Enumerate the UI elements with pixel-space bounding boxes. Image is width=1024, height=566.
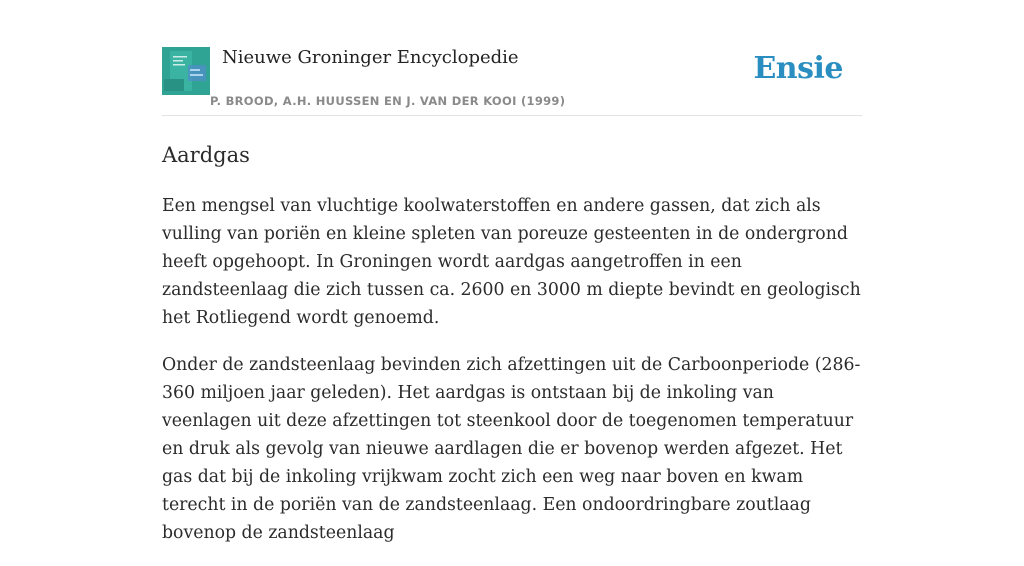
article-body bbox=[162, 192, 862, 566]
book-cover-icon[interactable] bbox=[162, 47, 210, 95]
page bbox=[162, 0, 862, 543]
book-title[interactable]: Nieuwe Groninger Encyclopedie bbox=[222, 47, 519, 68]
article-title: Aardgas bbox=[162, 143, 250, 167]
header bbox=[162, 0, 862, 116]
article-paragraph: Een mengsel van vluchtige koolwaterstoffen en andere gassen, dat zich als vulling van poriën en kleine spleten van poreuze gesteenten in de ondergrond heeft opgehoopt. In Groningen wordt aardgas aangetroffen in een zandsteenlaag die zich tussen ca. 2600 en 3000 m diepte bevindt en geologisch het Rotliegend wordt genoemd. bbox=[162, 196, 861, 328]
article-paragraph: Onder de zandsteenlaag bevinden zich afzettingen uit de Carboonperiode (286-360 miljoen jaar geleden). Het aardgas is ontstaan bij de inkoling van veenlagen uit deze afzettingen tot steenkool door de toegenomen temperatuur en druk als gevolg van nieuwe aardlagen die er bovenop werden afgezet. Het gas dat bij de inkoling vrijkwam zocht zich een weg naar boven en kwam terecht in de poriën van de zandsteenlaag. Een ondoordringbare zoutlaag bovenop de zandsteenlaag bbox=[162, 355, 861, 543]
authors-line: P. BROOD, A.H. HUUSSEN EN J. VAN DER KOOI (1999) bbox=[210, 94, 566, 108]
brand-logo[interactable]: Ensie bbox=[753, 51, 843, 86]
